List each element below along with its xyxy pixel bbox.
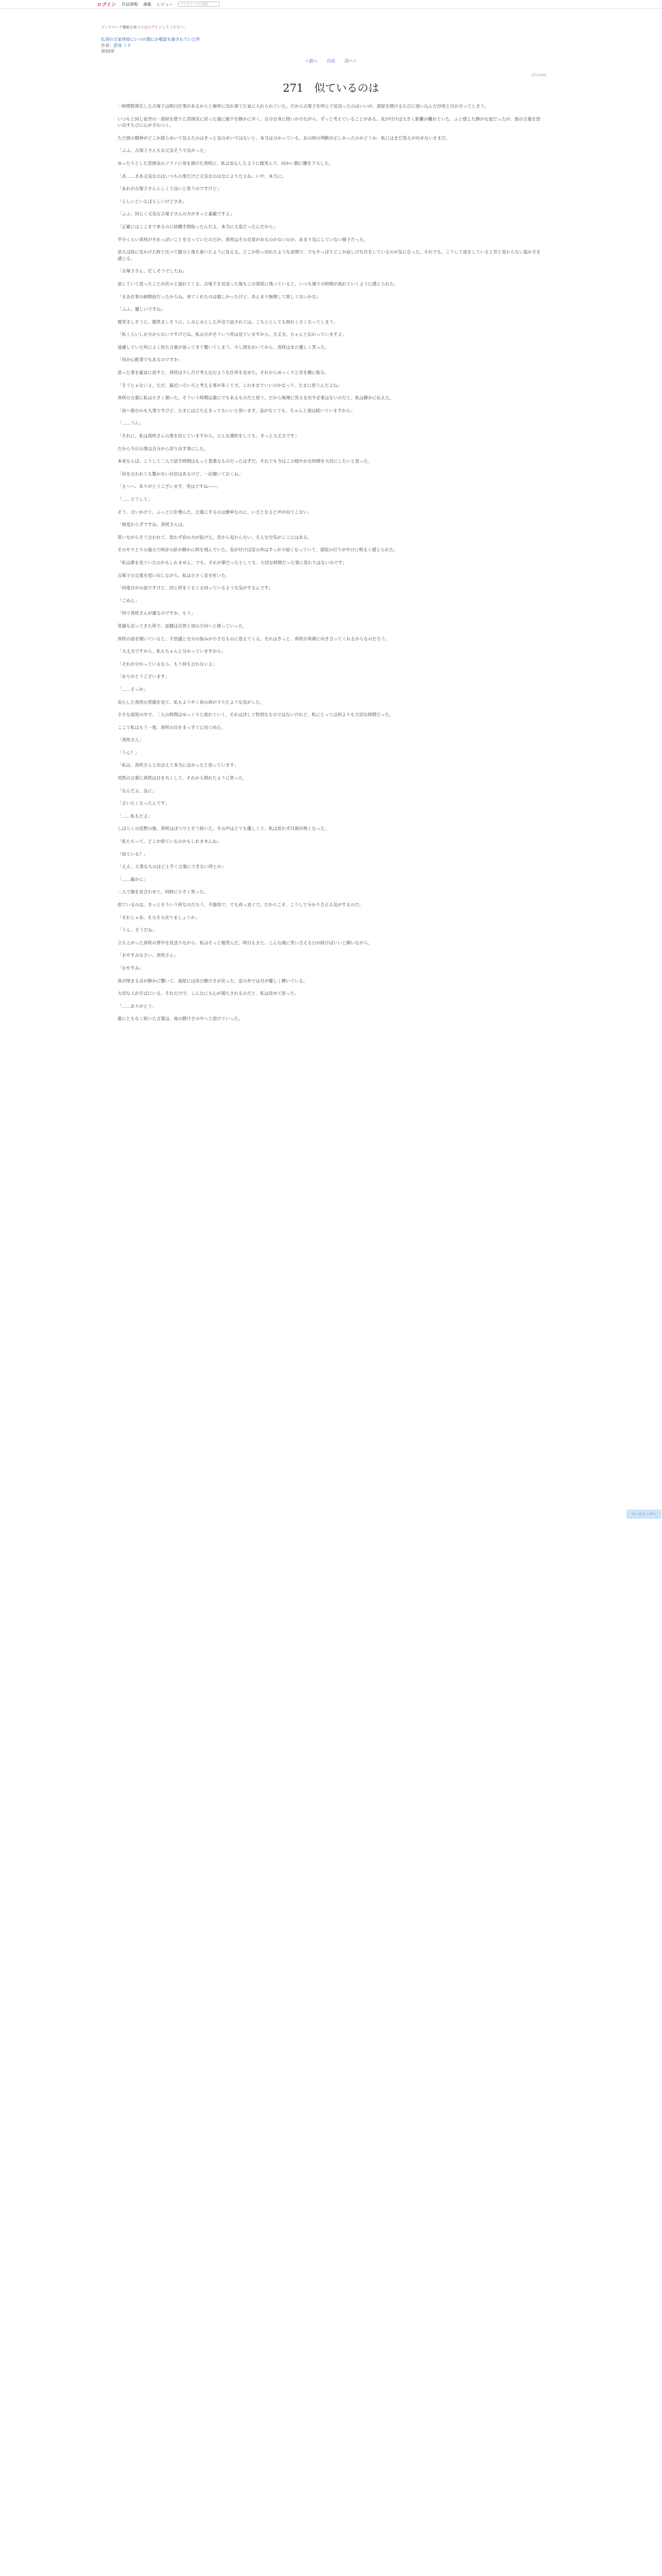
bookmark-login-link[interactable]: ログイン [147,25,162,29]
body-paragraph: ゆったりとした雰囲気のソファに身を預けた真咲に、私は安心したように微笑んで、向かい側に腰を下ろした。 [118,160,334,166]
body-paragraph: ただ彼の精神がどこか揺らめいて見えたのはきっと気のせいではないと、本当は分かっている。あの時の判断が正しかったのかどうか、私にはまだ答えが出せないままだ。 [118,135,450,141]
body-paragraph: 遠慮していた所によく似た言葉が返ってきて驚いてしまう。少し間をおいてから、真咲はまた優しく笑った。 [118,344,329,350]
body-paragraph: 「なんだよ、急に」 [118,788,157,793]
body-paragraph: 「……私もだよ」 [118,813,152,819]
body-paragraph: 笑顔も戻ってきた所で、話題は自然と別の方向へと移っていった。 [118,623,247,629]
body-paragraph: 「私は、真咲さんと出会えて本当に良かったと思っています」 [118,762,239,768]
body-paragraph: 「それが分かっているなら、もう何も言わないよ」 [118,661,217,667]
toc-link[interactable]: 目次 [327,59,335,63]
body-paragraph: 笑いながらそう言われて、思わず肩の力が抜けた。昔から変わらない、そんな空気がここにはある。 [118,534,312,540]
body-paragraph: 「……うん」 [118,420,144,426]
body-paragraph: だから今日の事は自分から切り出す事にした。 [118,446,208,451]
body-paragraph: 「おやすみ」 [118,965,144,971]
body-paragraph: 「……どうして」 [118,497,152,502]
body-paragraph: 「うん？」 [118,750,139,755]
body-paragraph: 思った事を素直に話すと、真咲は少しだけ考え込むような仕草を見せた。それからゆっくりと首を横に振る。 [118,370,329,376]
body-paragraph: ここで私はもう一度、真咲の目をまっすぐに見つめた。 [118,724,226,730]
body-paragraph: 「えへへ、ありがとうございます。実はですね――」 [118,484,221,489]
body-paragraph: 「何度目かの話ですけど、同じ所をぐるぐる回っているような気がするんです」 [118,585,273,591]
nav-item-info[interactable]: 作品情報 [121,2,138,7]
body-paragraph: 話していて思ったことが次々と溢れてくる。古塚子を見送った後もこの部屋に残っていると、いつも通りの時間が流れていくように感じられた。 [118,281,399,286]
nav-item-review[interactable]: レビュー [156,2,173,7]
bookmark-note-suffix: してください。 [162,25,188,29]
body-paragraph: 「何を言われても驚かない自信はあるけど、一応聞いておくね」 [118,471,243,477]
body-paragraph: 「何か心配事でもあるのですか」 [118,357,183,363]
body-paragraph: いつもと同じ宿舎の一部屋を借りた雰囲気に戻った後に廊下を静かに歩く。自分自身に問いかけながら、ずっと考えていることがある。気が付けば大きく距離が離れていた。ふと感じた静かな夜だったが、彼の言葉を思い出すたびに心がざわつく。 [118,116,541,128]
chapter-title: 271 似ているのは [283,82,379,94]
body-paragraph: しばらくの沈黙の後、真咲はぽつりとそう呟いた。その声はとても優しくて、私は思わず目頭が熱くなった。 [118,826,329,832]
body-paragraph: 安心した真咲の笑顔を見て、私もようやく肩の荷が下りたような気がした。 [118,699,264,705]
body-paragraph: 「何で真咲さんが謝るのですか、もう」 [118,611,195,616]
body-paragraph: 「それじゃあ、そろそろ戻りましょうか」 [118,914,200,920]
body-paragraph: 本来ならば、こうして二人で話す時間はもっと貴重なものだったはずだ。それでも今はこの穏やかな時間を大切にしたいと思った。 [118,459,373,464]
login-link[interactable]: ログイン [97,2,117,8]
body-paragraph: 「私たちって、どこか似ているのかもしれませんね」 [118,839,221,844]
body-paragraph: 扉が閉まる音が静かに響いて、部屋には再び静けさが戻った。窓の外では月が優しく輝いている。 [118,978,308,984]
author-link[interactable]: 雲母 ミナ [113,43,131,48]
body-paragraph: 「ふふ、同じく元気な古塚子さんの方がきっと素敵ですよ」 [118,211,235,217]
body-paragraph: 真咲の言葉に私は小さく頷いた。そういう時期は誰にでもあるものだと思う。だから無理に答えを出す必要はないのだと、私は静かに伝えた。 [118,395,394,401]
body-paragraph: 「似ている？」 [118,851,148,857]
bookmark-note [101,25,187,30]
body-paragraph: 「ふふ、優しいですね」 [118,307,166,312]
body-paragraph: 似ているのは、きっとそういう所なのだろう。不器用で、でも真っ直ぐで。だからこそ、こうして分かり合える気がするのだ。 [118,902,363,907]
body-paragraph: 「……ありがとう」 [118,1003,157,1009]
next-link[interactable]: 次へ＞ [344,59,357,63]
body-paragraph: 「うん、そうだね」 [118,927,157,933]
body-paragraph: 半分くらい真咲がそれっぽいことを言っていたのだが、真咲はその自覚があるのかないのか、あまり気にしていない様子だった。 [118,236,368,242]
body-paragraph: 「ありがとうございます」 [118,674,170,680]
body-paragraph: 「正確にはここまで来るのに結構手間取ったんだよ。本当に大変だったんだから」 [118,224,277,229]
body-paragraph: 「……確かに」 [118,876,148,882]
body-paragraph: 「古塚子さん、忙しそうでしたね」 [118,268,187,274]
body-paragraph: 一時間程滞在した古塚子は明日仕事があるからと簡単に荒れ果てた家に入れられていた。だから古塚子を呼んで見送ったのはいいが、部屋を開けるたびに迷い込んだ沙里と目が合ってしまう。 [118,104,489,109]
body-paragraph: 思えば前に見かけた時と比べて随分と落ち着いたように見える。どこか吹っ切れたような表情で、でもやっぱりどこか寂しげな目をしているのが気になった。それでも、こうして話をしていると昔と変わらない温かさを感じる。 [118,249,541,261]
author-line [101,43,131,54]
page-top-button[interactable]: ページトップへ [626,1510,661,1519]
body-paragraph: 「ええ。大事なものほど上手く言葉にできない所とか」 [118,864,226,870]
top-bar [0,0,662,9]
body-paragraph: 小さな部屋の中で、二人の時間はゆっくりと流れていく。それは決して特別なものではないけれど、私にとっては何よりも大切な時間だった。 [118,712,394,718]
body-paragraph: 真咲の話を聞いていると、不思議と自分の悩みが小さなものに思えてくる。それはきっと、真咲が真剣に向き合ってくれるからなのだろう。 [118,636,390,641]
page-number: 271/420 [531,73,547,77]
body-paragraph: 大切な人がそばにいる。それだけで、こんなにも心が満たされるのだと、私は改めて思った。 [118,991,299,996]
bookmark-add-button[interactable]: ブックマークに追加 [178,2,220,7]
body-paragraph: 「らしいといえばらしいけどさあ」 [118,198,187,204]
body-paragraph: 「言いたくなったんです」 [118,801,170,806]
body-paragraph: 「相変わらずですね、真咲さんは」 [118,522,187,528]
body-paragraph: 「あれが古塚子さんらしくて良いと思うのですけど」 [118,186,221,192]
top-nav [97,1,220,7]
body-paragraph: 「それに、私は真咲さんの事を信じていますから。どんな選択をしても、きっと大丈夫です」 [118,433,299,439]
body-paragraph: 立ち上がった真咲の背中を見送りながら、私はそっと微笑んだ。明日もまた、こんな風に笑い合える日が続けばいいと願いながら。 [118,940,373,945]
body-paragraph: 微笑ましそうに、微笑ましそうに。しみじみとした声音で話されては、こちらとしても照れくさくなってしまう。 [118,319,338,325]
body-paragraph: 「真咲さん」 [118,737,144,743]
body-paragraph: 「……そっか」 [118,686,148,692]
novel-body [118,103,544,2576]
body-paragraph: 「ごめん」 [118,598,139,603]
body-paragraph: 「前へ進むのも大事ですけど、たまには立ち止まってもいいと思います。急がなくても、ちゃんと道は続いていますから」 [118,408,355,413]
body-paragraph: 「まあ仕事の納期前だったからね。来てくれたのは嬉しかったけど、あんまり無理して欲しくないかな」 [118,294,321,299]
nav-item-serial[interactable]: 連載 [143,2,152,7]
body-paragraph: 「私くらいしか分からないですけどね。私の方がそういう所は見ていますから。大丈夫、ちゃんと伝わっていますよ」 [118,332,346,337]
body-paragraph: 「そうじゃないよ。ただ、最近いろいろと考える事が多くてさ。このままでいいのかなって、たまに思うんだよね」 [118,382,342,388]
body-paragraph: 誰にともなく呟いた言葉は、夜の静けさの中へと溶けていった。 [118,1016,243,1022]
body-paragraph: 古塚子の言葉を思い出しながら、私は小さく息を吐いた。 [118,572,230,578]
body-paragraph: そう、言いかけて、ふっと口を噤んだ。言葉にするのは簡単なのに、いざとなると声が出てこない。 [118,509,312,515]
work-title-link[interactable]: 仏頂の王家侍従にいつの間にか敬語も崩されていた件 [101,37,200,42]
chapter-subtitle: 第50章 [101,49,115,54]
body-paragraph: 「おやすみなさい、真咲さん」 [118,953,178,958]
body-paragraph: 「大丈夫ですから。私もちゃんと分かっていますから」 [118,649,226,654]
prev-link[interactable]: ＜前へ [305,59,318,63]
bookmark-note-prefix: ブックマーク機能を使うには [101,25,148,29]
body-paragraph: そのやりとりの後ろで時計の針が静かに時を刻んでいた。気が付けば窓の外はすっかり暗くなっていて、部屋の灯りがやけに明るく感じられた。 [118,547,398,553]
body-paragraph: 「ふふ、古塚子さんもお元気そうで良かった」 [118,148,209,154]
body-paragraph: 突然の言葉に真咲は目を丸くして、それから照れたように笑った。 [118,775,247,781]
body-paragraph: 「あ……まあ元気なのはいつもの事だけど元気なのはなによりだよね。いや、本当に」 [118,173,286,179]
body-paragraph: 「私は夢を見ていたのかもしれません。でも、それが夢だったとしても、大切な時間だった事に変わりはないのです」 [118,560,347,565]
pager [0,58,662,64]
author-label: 作者： [101,43,113,48]
body-paragraph: 二人で顔を見合わせて、同時に小さく笑った。 [118,889,208,895]
